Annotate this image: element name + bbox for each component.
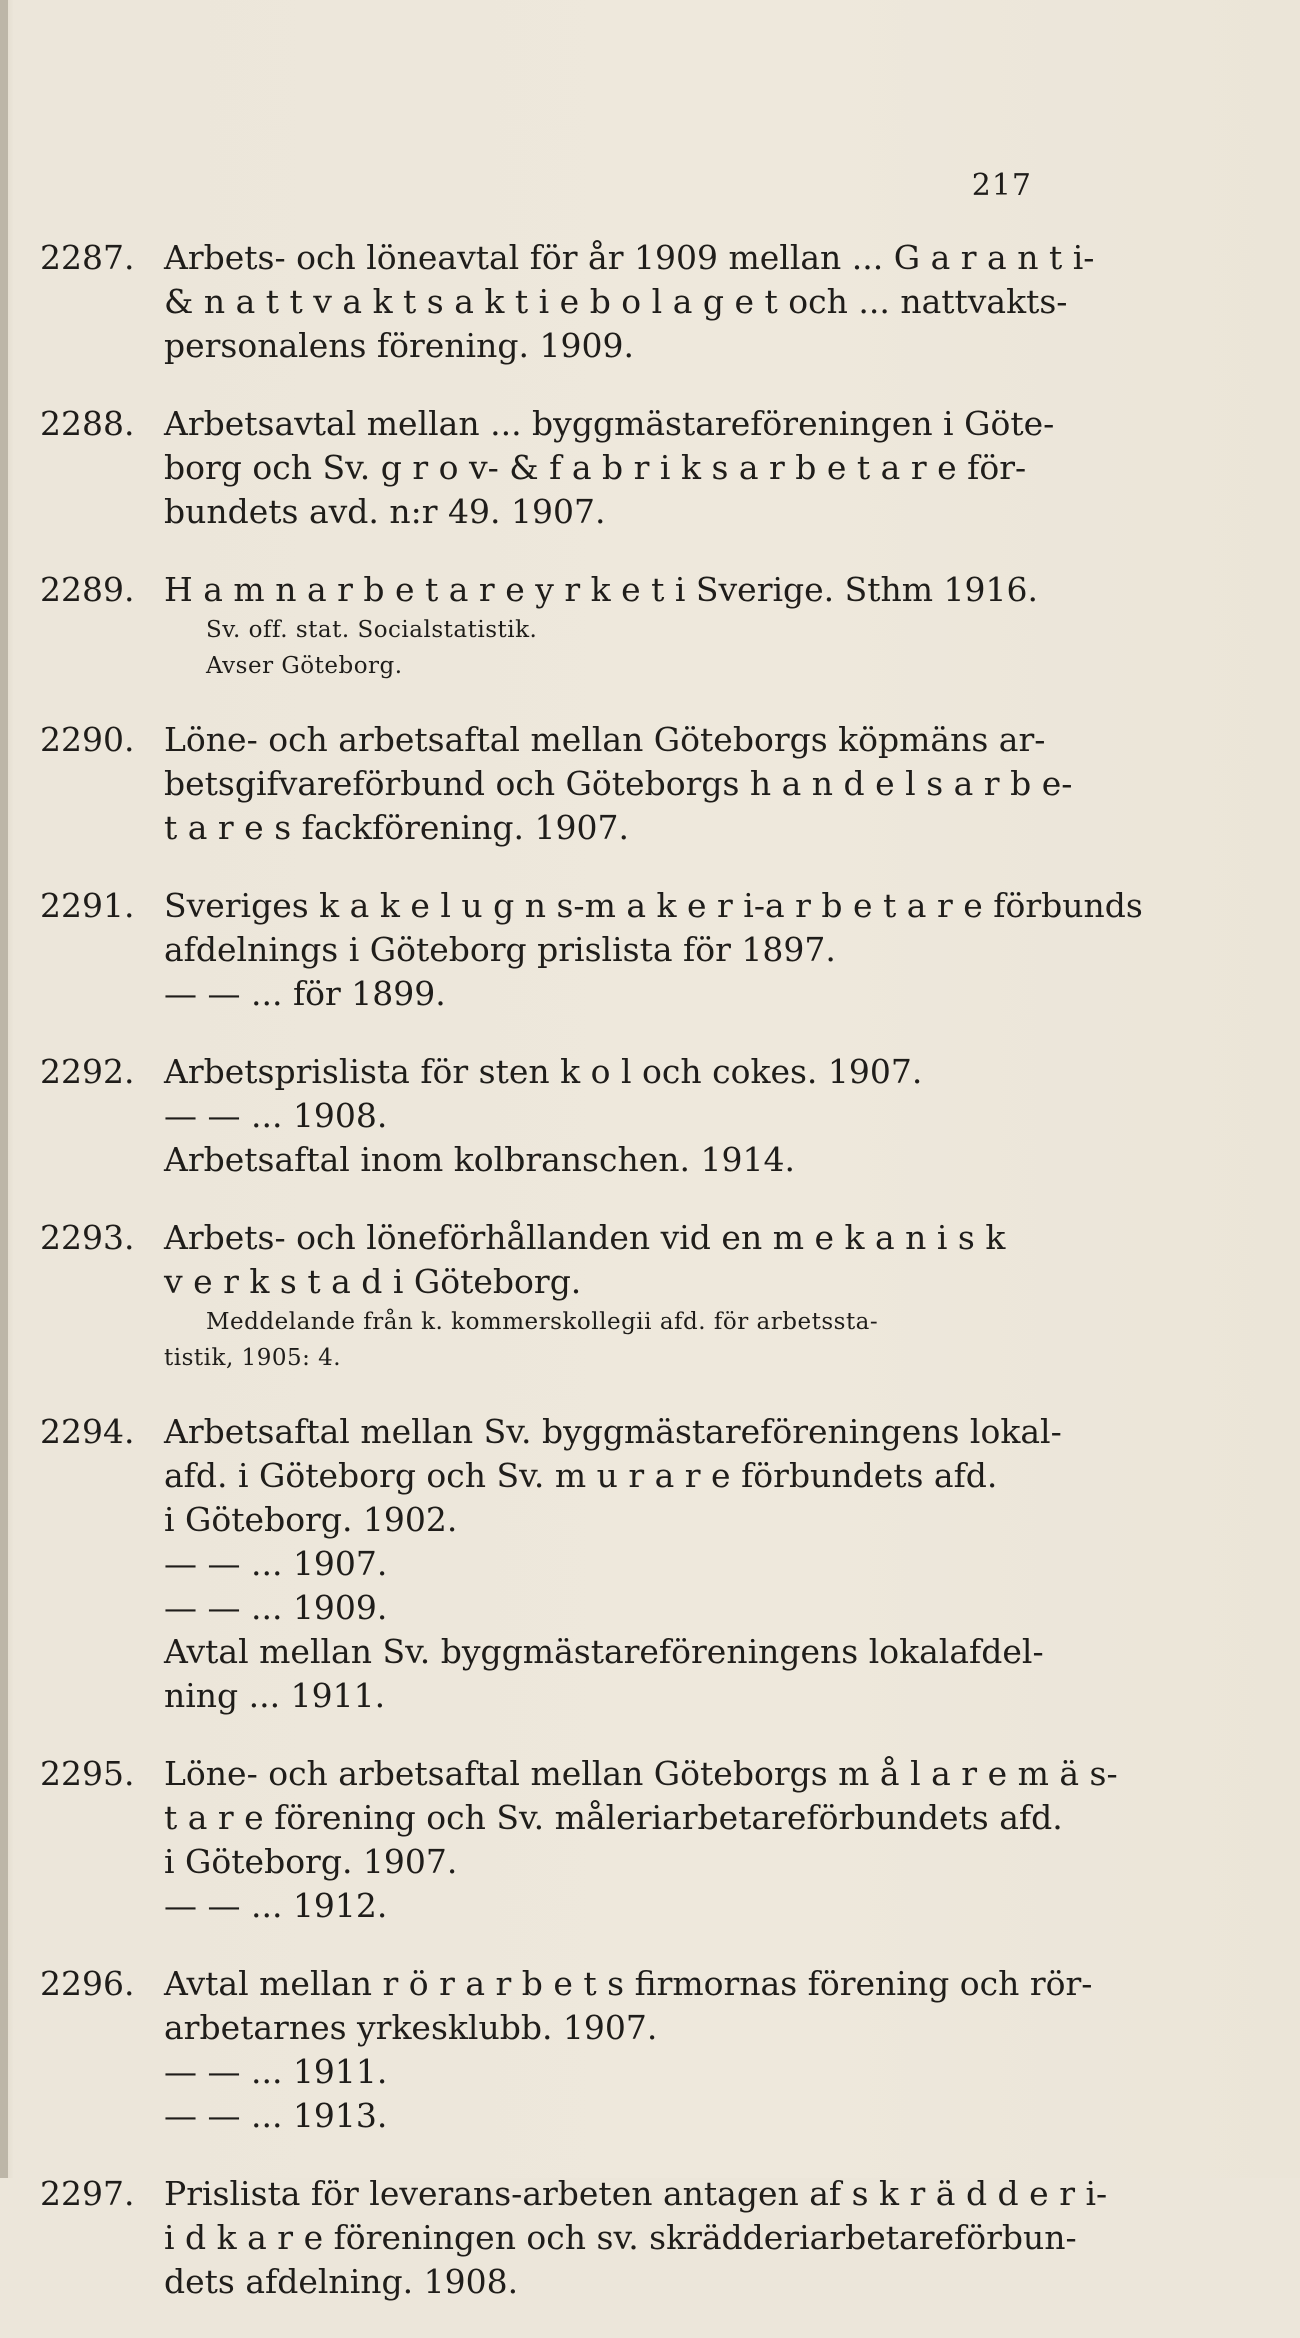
entry-line: Meddelande från k. kommerskollegii afd. för arbetssta-: [206, 1309, 879, 1335]
catalog-entry: [0, 568, 1300, 684]
entry-line: — — ... för 1899.: [164, 974, 446, 1013]
entry-line: personalens förening. 1909.: [164, 326, 634, 365]
entry-line: Arbetsaftal inom kolbranschen. 1914.: [164, 1140, 795, 1179]
entry-number: 2291.: [40, 886, 135, 925]
catalog-entry: [0, 2172, 1300, 2304]
entry-line: i Göteborg. 1907.: [164, 1842, 458, 1881]
entry-text: [164, 1410, 1062, 1718]
entry-line: — — ... 1909.: [164, 1588, 388, 1627]
catalog-entry: [0, 1216, 1300, 1376]
entry-line: Avser Göteborg.: [206, 653, 403, 679]
entry-line: — — ... 1908.: [164, 1096, 388, 1135]
entry-line: arbetarnes yrkesklubb. 1907.: [164, 2008, 658, 2047]
entry-line: — — ... 1912.: [164, 1886, 388, 1925]
entry-line: t a r e förening och Sv. måleriarbetareförbundets afd.: [164, 1798, 1063, 1837]
entry-number: 2292.: [40, 1052, 135, 1091]
entry-line: i Göteborg. 1902.: [164, 1500, 458, 1539]
entry-line: Arbetsaftal mellan Sv. byggmästareföreningens lokal-: [164, 1412, 1062, 1451]
entry-line: — — ... 1911.: [164, 2052, 388, 2091]
entry-text: [164, 718, 1073, 850]
entry-line: Sveriges k a k e l u g n s-m a k e r i-a r b e t a r e förbunds: [164, 886, 1143, 925]
entry-line: & n a t t v a k t s a k t i e b o l a g e t och ... nattvakts-: [164, 282, 1068, 321]
entry-line: tistik, 1905: 4.: [164, 1345, 342, 1371]
entry-line: H a m n a r b e t a r e y r k e t i Sverige. Sthm 1916.: [164, 570, 1039, 609]
entry-line: Arbetsavtal mellan ... byggmästareföreningen i Göte-: [164, 404, 1055, 443]
entry-line: betsgifvareförbund och Göteborgs h a n d e l s a r b e-: [164, 764, 1073, 803]
entry-line: afd. i Göteborg och Sv. m u r a r e förbundets afd.: [164, 1456, 998, 1495]
entry-text: [164, 1962, 1093, 2138]
catalog-entry: [0, 1050, 1300, 1182]
entry-number: 2289.: [40, 570, 135, 609]
entry-number: 2290.: [40, 720, 135, 759]
entry-text: [164, 884, 1143, 1016]
entry-line: Löne- och arbetsaftal mellan Göteborgs köpmäns ar-: [164, 720, 1046, 759]
entry-line: i d k a r e föreningen och sv. skrädderiarbetareförbun-: [164, 2218, 1077, 2257]
entry-number: 2293.: [40, 1218, 135, 1257]
catalog-entry: [0, 1752, 1300, 1928]
page-number: 217: [971, 168, 1032, 203]
entry-number: 2287.: [40, 238, 135, 277]
entry-line: Arbets- och löneavtal för år 1909 mellan ... G a r a n t i-: [164, 238, 1095, 277]
entry-line: dets afdelning. 1908.: [164, 2262, 519, 2301]
entry-line: Arbets- och löneförhållanden vid en m e k a n i s k: [164, 1218, 1006, 1257]
entry-line: ning ... 1911.: [164, 1676, 386, 1715]
entry-line: Sv. off. stat. Socialstatistik.: [206, 617, 538, 643]
catalog-entry: [0, 402, 1300, 534]
entry-text: [164, 1050, 1054, 1182]
entry-text: [164, 236, 1095, 368]
entry-number: 2297.: [40, 2174, 135, 2213]
entry-text: [164, 2172, 1108, 2304]
entry-text: [164, 568, 1054, 684]
entry-line: Arbetsprislista för sten k o l och cokes. 1907.: [164, 1052, 923, 1091]
entry-line: afdelnings i Göteborg prislista för 1897.: [164, 930, 836, 969]
catalog-entry: [0, 1410, 1300, 1718]
entry-line: bundets avd. n:r 49. 1907.: [164, 492, 606, 531]
entry-line: Prislista för leverans-arbeten antagen af s k r ä d d e r i-: [164, 2174, 1108, 2213]
entry-text: [164, 1752, 1118, 1928]
entry-line: — — ... 1907.: [164, 1544, 388, 1583]
catalog-entry: [0, 1962, 1300, 2138]
entry-number: 2288.: [40, 404, 135, 443]
entry-number: 2296.: [40, 1964, 135, 2003]
catalog-entry: [0, 236, 1300, 368]
entry-line: Avtal mellan r ö r a r b e t s firmornas förening och rör-: [164, 1964, 1093, 2003]
entry-text: [164, 1216, 1054, 1376]
entry-line: — — ... 1913.: [164, 2096, 388, 2135]
entry-line: Avtal mellan Sv. byggmästareföreningens lokalafdel-: [164, 1632, 1044, 1671]
entry-number: 2294.: [40, 1412, 135, 1451]
entry-line: Löne- och arbetsaftal mellan Göteborgs m å l a r e m ä s-: [164, 1754, 1118, 1793]
entry-line: t a r e s fackförening. 1907.: [164, 808, 630, 847]
entry-list: [0, 236, 1300, 2338]
entry-line: borg och Sv. g r o v- & f a b r i k s a r b e t a r e för-: [164, 448, 1027, 487]
entry-line: v e r k s t a d i Göteborg.: [164, 1262, 582, 1301]
entry-number: 2295.: [40, 1754, 135, 1793]
catalog-entry: [0, 884, 1300, 1016]
entry-text: [164, 402, 1054, 534]
catalog-entry: [0, 718, 1300, 850]
